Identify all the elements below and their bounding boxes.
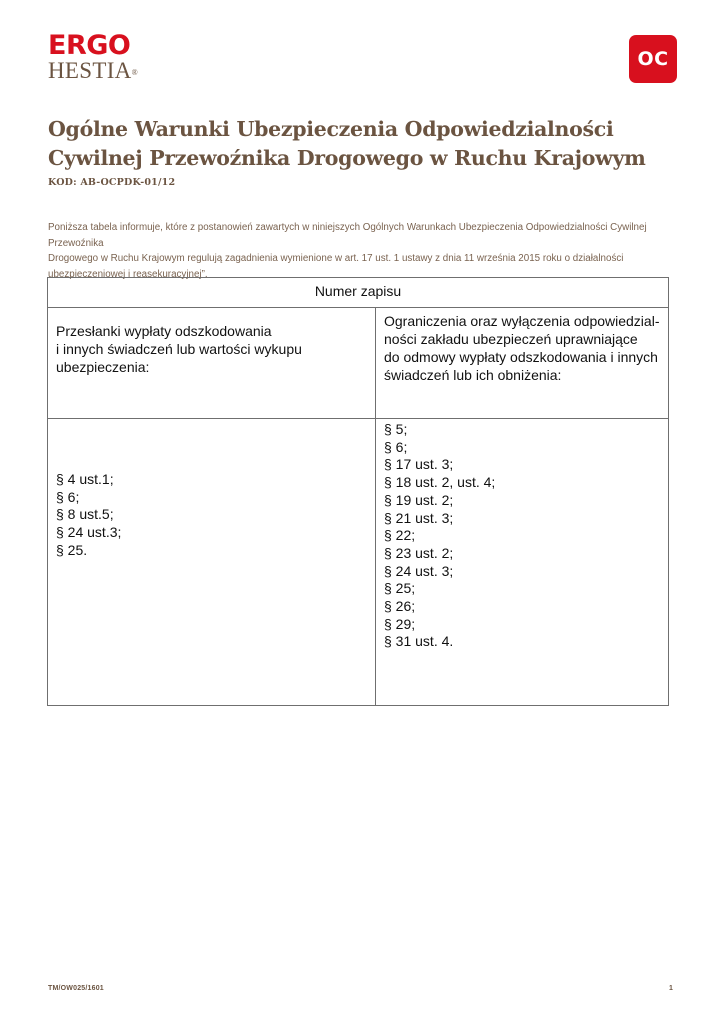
- table-body-row: [48, 419, 669, 706]
- left-heading-line: ubezpieczenia:: [56, 359, 150, 375]
- footer-document-code: TM/OW025/1601: [48, 985, 104, 992]
- ergo-hestia-logo: [48, 30, 168, 83]
- right-provision-item: § 29;: [384, 615, 416, 632]
- logo-hestia-text: [48, 59, 168, 83]
- left-column-heading: [48, 308, 376, 419]
- left-provision-item: § 4 ust.1;: [56, 471, 114, 487]
- left-heading-line: i innych świadczeń lub wartości wykupu: [56, 341, 302, 357]
- right-heading-line: świadczeń lub ich obniżenia:: [384, 367, 562, 383]
- right-provision-item: § 23 ust. 2;: [384, 544, 454, 561]
- logo-ergo-text: ERGO: [48, 30, 131, 61]
- title-line-2: Cywilnej Przewoźnika Drogowego w Ruchu Krajowym: [48, 146, 646, 170]
- logo-registered-mark: ®: [131, 68, 138, 77]
- right-provision-item: § 19 ust. 2;: [384, 491, 454, 508]
- table-header-row: [48, 278, 669, 308]
- right-column-heading: [376, 308, 669, 419]
- document-code: KOD: AB-OCPDK-01/12: [48, 177, 176, 188]
- right-provision-item: § 22;: [384, 527, 416, 544]
- right-provision-item: § 5;: [384, 421, 408, 437]
- table-column-heads-row: [48, 308, 669, 419]
- right-heading-line: do odmowy wypłaty odszkodowania i innych: [384, 349, 658, 365]
- title-line-1: Ogólne Warunki Ubezpieczenia Odpowiedzialności: [48, 117, 614, 141]
- provisions-table: [47, 277, 669, 706]
- document-title: [48, 115, 688, 173]
- left-provision-item: § 6;: [56, 488, 80, 505]
- left-provision-item: § 25.: [56, 541, 88, 558]
- left-provision-item: § 24 ust.3;: [56, 524, 122, 541]
- logo-hestia-word: HESTIA: [48, 58, 132, 83]
- right-provision-item: § 26;: [384, 598, 416, 615]
- right-provisions-cell: [376, 419, 669, 706]
- left-heading-line: Przesłanki wypłaty odszkodowania: [56, 323, 272, 339]
- intro-line-2: Drogowego w Ruchu Krajowym regulują zagadnienia wymienione w art. 17 ust. 1 ustawy z dnia 11 września 2015 roku o działalności: [48, 253, 624, 264]
- left-provisions-cell: [48, 419, 376, 706]
- right-heading-line: Ograniczenia oraz wyłączenia odpowiedzial-: [384, 313, 660, 329]
- oc-badge: OC: [629, 35, 677, 83]
- right-provision-item: § 21 ust. 3;: [384, 509, 454, 526]
- intro-line-3: ubezpieczeniowej i reasekuracyjnej”.: [48, 268, 208, 280]
- right-provision-item: § 6;: [384, 438, 408, 455]
- right-provision-item: § 24 ust. 3;: [384, 562, 454, 579]
- right-provision-item: § 25;: [384, 580, 416, 597]
- right-provision-item: § 17 ust. 3;: [384, 456, 454, 473]
- intro-line-1: Poniższa tabela informuje, które z postanowień zawartych w niniejszych Ogólnych Warunkach Ubezpieczenia Odpowiedzialności Cywilnej Przewoźnika: [48, 222, 647, 249]
- left-provision-item: § 8 ust.5;: [56, 506, 114, 523]
- table-header-cell: Numer zapisu: [48, 278, 669, 308]
- right-provision-item: § 18 ust. 2, ust. 4;: [384, 474, 496, 491]
- intro-paragraph: [48, 220, 688, 282]
- right-provision-item: § 31 ust. 4.: [384, 633, 454, 650]
- right-heading-line: ności zakładu ubezpieczeń uprawniające: [384, 331, 638, 347]
- page-number: 1: [669, 985, 673, 992]
